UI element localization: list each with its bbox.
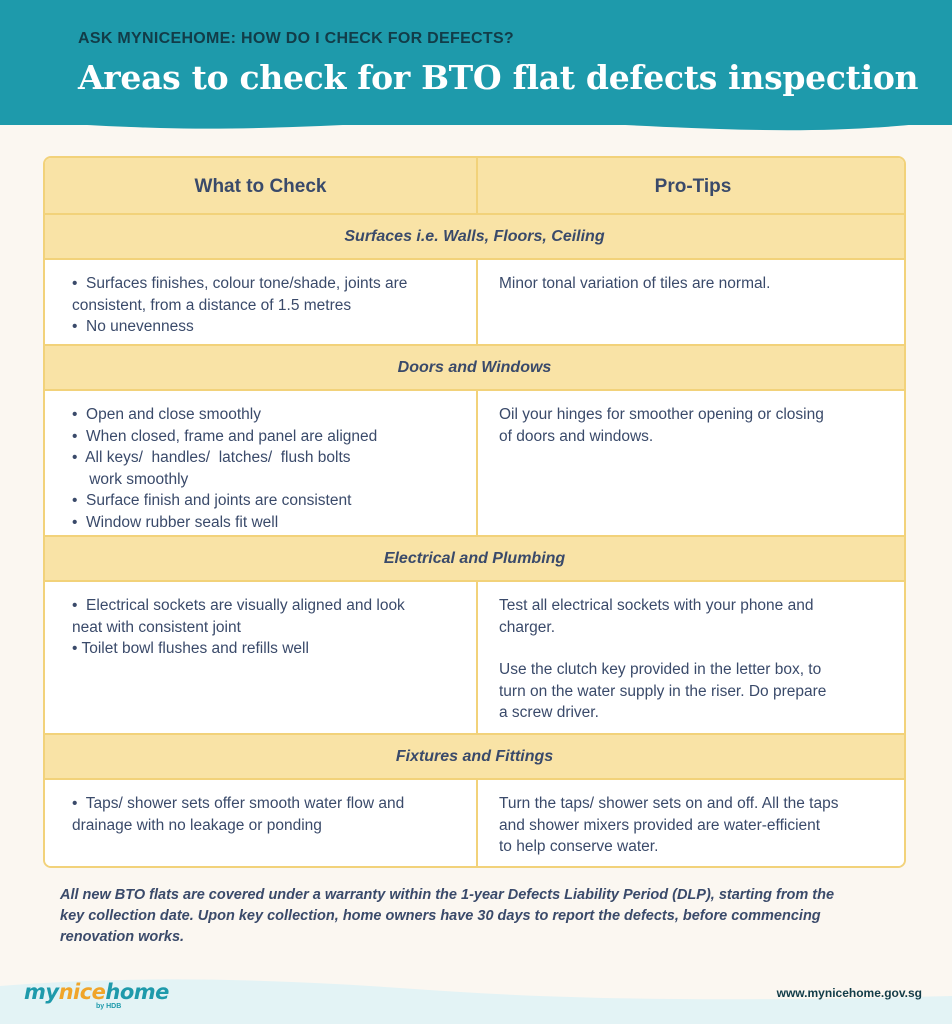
website-link[interactable]: www.mynicehome.gov.sg <box>776 986 922 1000</box>
section-title-row: Doors and Windows <box>45 344 904 391</box>
check-item-line: • No unevenness <box>72 318 194 335</box>
pro-tip-line: Oil your hinges for smoother opening or closing <box>499 406 824 423</box>
check-item-line: drainage with no leakage or ponding <box>72 816 322 834</box>
check-item-line: • Toilet bowl flushes and refills well <box>72 640 309 657</box>
footnote-line: renovation works. <box>60 929 185 945</box>
pro-tip-line: turn on the water supply in the riser. Do prepare <box>499 682 827 700</box>
page-title: Areas to check for BTO flat defects inspection <box>78 58 919 97</box>
check-item-line: • Open and close smoothly <box>72 406 261 423</box>
check-item-line: • Taps/ shower sets offer smooth water flow and <box>72 795 405 812</box>
check-item-line: neat with consistent joint <box>72 618 241 636</box>
check-item-line: consistent, from a distance of 1.5 metres <box>72 296 352 314</box>
pro-tip-line: and shower mixers provided are water-efficient <box>499 816 821 834</box>
section-body-row <box>45 780 904 868</box>
logo-my: my <box>24 980 59 1004</box>
what-to-check-cell <box>45 780 476 868</box>
pro-tip-line: Turn the taps/ shower sets on and off. All the taps <box>499 795 839 812</box>
pro-tip-cell <box>476 260 906 344</box>
pro-tip-line: to help conserve water. <box>499 838 659 855</box>
section-body-row <box>45 582 904 733</box>
section-body-row <box>45 260 904 344</box>
kicker-text: ASK MYNICEHOME: HOW DO I CHECK FOR DEFECTS? <box>78 30 515 47</box>
pro-tip-line: Use the clutch key provided in the letter box, to <box>499 661 822 678</box>
paragraph-gap <box>499 638 892 659</box>
logo-nice: nice <box>58 980 106 1004</box>
pro-tip-cell <box>476 391 906 535</box>
pro-tip-line: charger. <box>499 618 556 636</box>
footnote-line: key collection date. Upon key collection, home owners have 30 days to report the defects, before commencing <box>60 908 821 924</box>
what-to-check-cell <box>45 391 476 535</box>
section-title-row: Surfaces i.e. Walls, Floors, Ceiling <box>45 213 904 260</box>
check-item-line: • All keys/ handles/ latches/ flush bolts <box>72 449 351 466</box>
check-item-line: • Window rubber seals fit well <box>72 513 279 531</box>
section-title-row: Fixtures and Fittings <box>45 733 904 780</box>
pro-tip-line: of doors and windows. <box>499 427 654 445</box>
what-to-check-cell <box>45 582 476 733</box>
column-header-pro-tips: Pro-Tips <box>476 158 906 215</box>
header-wave <box>0 98 952 148</box>
footnote-line: All new BTO flats are covered under a warranty within the 1-year Defects Liability Period (DLP), starting from the <box>60 887 835 903</box>
what-to-check-cell <box>45 260 476 344</box>
table-header-row <box>45 158 904 215</box>
pro-tip-line: Test all electrical sockets with your phone and <box>499 597 814 614</box>
pro-tip-line: a screw driver. <box>499 704 599 721</box>
check-item-line: • Surface finish and joints are consistent <box>72 492 352 509</box>
mynicehome-logo[interactable] <box>24 980 169 1004</box>
section-title-row: Electrical and Plumbing <box>45 535 904 582</box>
check-item-line: • Surfaces finishes, colour tone/shade, joints are <box>72 275 408 292</box>
pro-tip-cell <box>476 780 906 868</box>
check-item-line: • When closed, frame and panel are aligned <box>72 427 378 445</box>
check-item-line: work smoothly <box>72 470 189 488</box>
column-header-what-to-check: What to Check <box>194 176 327 197</box>
logo-home: home <box>105 980 169 1004</box>
section-body-row <box>45 391 904 535</box>
footnote <box>60 885 900 948</box>
defects-table <box>43 156 906 868</box>
check-item-line: • Electrical sockets are visually aligned and look <box>72 597 405 614</box>
pro-tip-cell <box>476 582 906 733</box>
logo-by-hdb: by HDB <box>96 1003 122 1010</box>
pro-tip-line: Minor tonal variation of tiles are normal. <box>499 275 771 292</box>
